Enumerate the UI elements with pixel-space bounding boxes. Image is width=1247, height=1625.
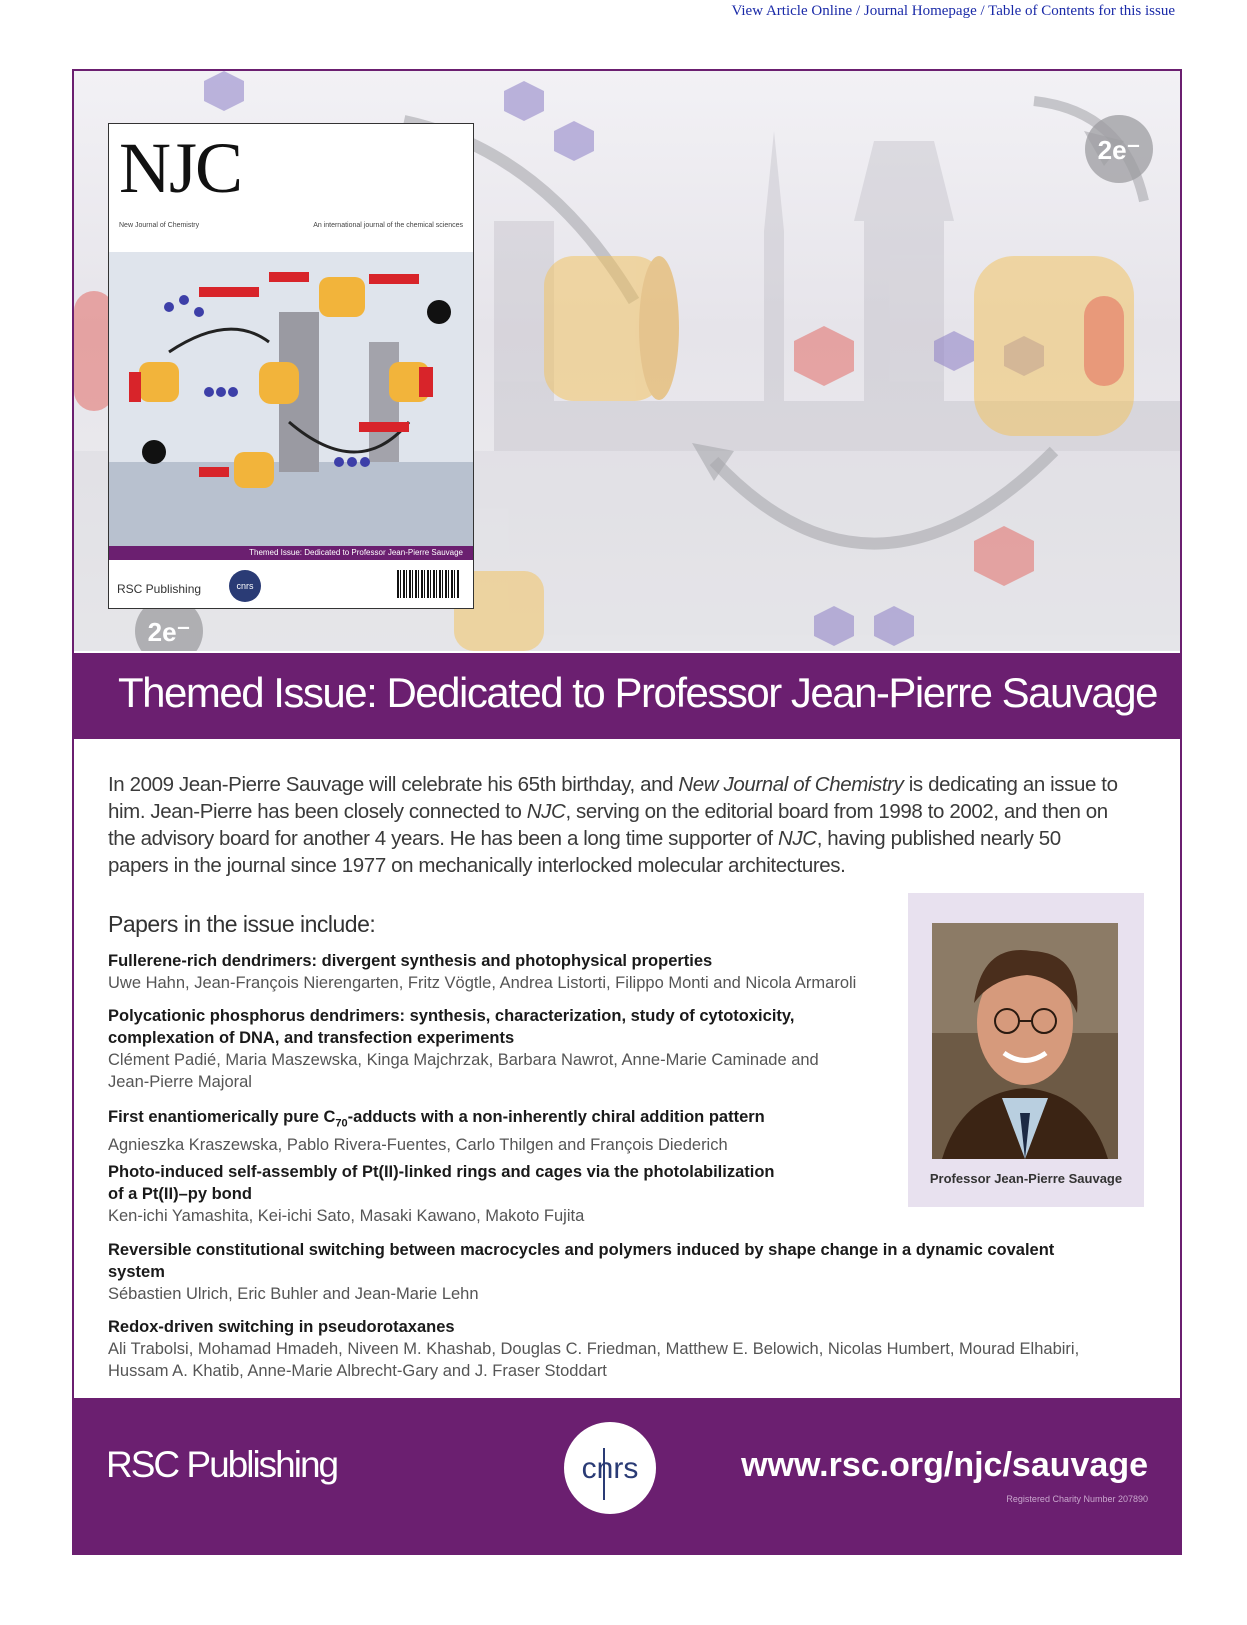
cnrs-logo-text: cnrs (581, 1452, 639, 1485)
journal-homepage-link[interactable]: Journal Homepage (863, 3, 977, 19)
paper-title-continued: complexation of DNA, and transfection experiments (108, 1029, 515, 1047)
badge-2e-bottom: 2e⁻ (147, 617, 191, 647)
barcode-icon (397, 570, 459, 598)
cover-illustration (109, 252, 474, 546)
journal-name: New Journal of Chemistry (678, 773, 904, 796)
title-band (74, 653, 1180, 739)
intro-paragraph (108, 771, 1118, 879)
paper-authors-continued: Hussam A. Khatib, Anne-Marie Albrecht-Gary and J. Fraser Stoddart (108, 1362, 607, 1380)
paper-authors-continued: Jean-Pierre Majoral (108, 1073, 252, 1091)
paper-title-continued: of a Pt(II)–py bond (108, 1185, 252, 1203)
charity-number: Registered Charity Number 207890 (1006, 1494, 1148, 1504)
paper-title-continued: system (108, 1263, 165, 1281)
paper-authors: Sébastien Ulrich, Eric Buhler and Jean-Marie Lehn (108, 1285, 479, 1303)
footer-brand: RSC Publishing (106, 1444, 338, 1485)
table-of-contents-link[interactable]: Table of Contents for this issue (988, 3, 1175, 19)
paper-item (108, 1239, 1088, 1305)
cover-subtitle-left: New Journal of Chemistry (119, 222, 200, 229)
cover-logo: NJC (119, 128, 242, 208)
footer-url-link[interactable]: www.rsc.org/njc/sauvage (741, 1446, 1148, 1484)
paper-title: Redox-driven switching in pseudorotaxanes (108, 1318, 455, 1336)
advert-frame (72, 69, 1182, 1555)
hero-banner (74, 71, 1180, 651)
paper-authors: Agnieszka Kraszewska, Pablo Rivera-Fuentes, Carlo Thilgen and François Diederich (108, 1136, 728, 1155)
journal-abbrev: NJC (526, 800, 566, 823)
subscript-70: 70 (335, 1117, 348, 1130)
badge-2e-top: 2e⁻ (1097, 135, 1141, 165)
page-title: Themed Issue: Dedicated to Professor Jean-Pierre Sauvage (118, 669, 1157, 716)
paper-title: Reversible constitutional switching between macrocycles and polymers induced by shape change in a dynamic covalent (108, 1241, 1055, 1259)
cover-publisher: RSC Publishing (117, 582, 202, 596)
intro-text: , serving on the editorial board from 1998 to 2002, and then on the advisory board for another 4 years. He has been a long time supporter of (108, 800, 1108, 850)
papers-heading: Papers in the issue include: (108, 911, 376, 937)
portrait-box (908, 893, 1144, 1207)
cover-band: Themed Issue: Dedicated to Professor Jean-Pierre Sauvage (109, 546, 473, 560)
cover-subtitle-right: An international journal of the chemical sciences (313, 222, 463, 229)
intro-text: In 2009 Jean-Pierre Sauvage will celebrate his 65th birthday, and (108, 773, 679, 796)
paper-authors: Ali Trabolsi, Mohamad Hmadeh, Niveen M. Khashab, Douglas C. Friedman, Matthew E. Belowich, Nicolas Humbert, Mourad Elhabiri, (108, 1340, 1080, 1358)
paper-item (108, 1316, 1118, 1382)
paper-authors: Ken-ichi Yamashita, Kei-ichi Sato, Masaki Kawano, Makoto Fujita (108, 1207, 585, 1225)
nav-separator: / (976, 3, 989, 19)
portrait-photo (932, 923, 1118, 1159)
paper-authors: Uwe Hahn, Jean-François Nierengarten, Fritz Vögtle, Andrea Listorti, Filippo Monti and Nicola Armaroli (108, 974, 857, 992)
paper-title: Photo-induced self-assembly of Pt(II)-linked rings and cages via the photolabilization (108, 1163, 775, 1181)
journal-abbrev: NJC (778, 827, 817, 850)
portrait-illustration (932, 923, 1118, 1159)
journal-cover (108, 123, 474, 609)
nav-separator: / (852, 3, 864, 19)
paper-title-part: First enantiomerically pure C (108, 1108, 336, 1126)
paper-title: Fullerene-rich dendrimers: divergent synthesis and photophysical properties (108, 952, 713, 970)
paper-authors: Clément Padié, Maria Maszewska, Kinga Majchrzak, Barbara Nawrot, Anne-Marie Caminade and (108, 1051, 819, 1069)
portrait-caption: Professor Jean-Pierre Sauvage (929, 1171, 1123, 1186)
paper-title: Polycationic phosphorus dendrimers: synthesis, characterization, study of cytotoxicity, (108, 1007, 795, 1025)
intro-text: , having published nearly 50 papers in the journal since 1977 on mechanically interlocked molecular architectures. (108, 827, 1061, 877)
footer-band (74, 1398, 1180, 1555)
top-navigation (731, 3, 1175, 20)
view-article-online-link[interactable]: View Article Online (731, 3, 853, 19)
cnrs-logo-icon (564, 1422, 656, 1514)
intro-text: is dedicating an issue to him. Jean-Pierre has been closely connected to (108, 773, 1118, 823)
cover-cnrs-logo: cnrs (229, 570, 261, 602)
cnrs-logo (564, 1422, 656, 1514)
paper-title-part: -adducts with a non-inherently chiral addition pattern (347, 1108, 765, 1126)
